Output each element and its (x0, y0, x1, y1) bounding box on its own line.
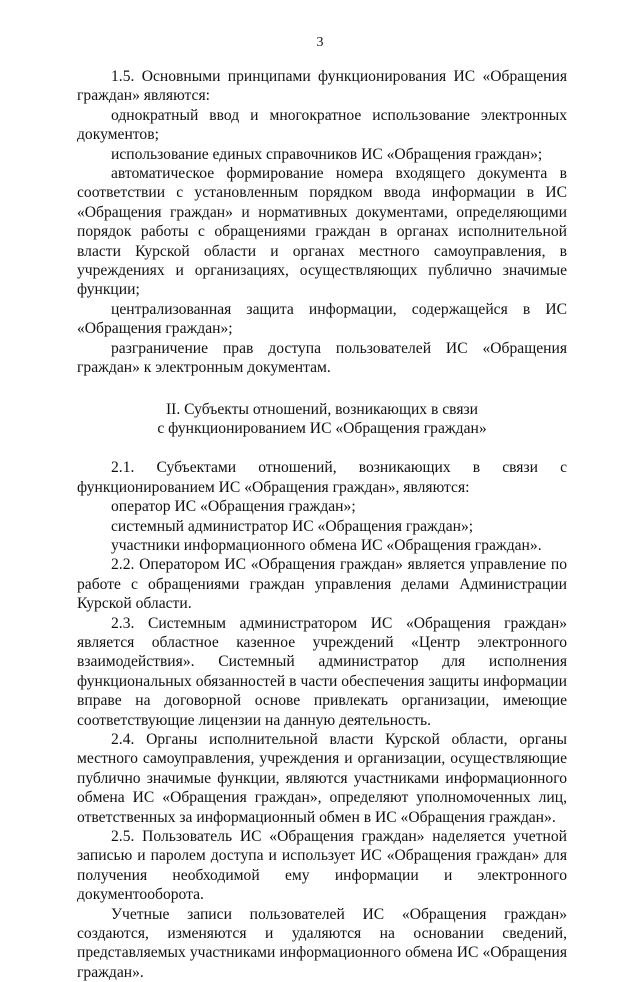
principle-unified-reference: использование единых справочников ИС «Обращения граждан»; (111, 145, 543, 163)
paragraph-2-4: 2.4. Органы исполнительной власти Курской области, органы местного самоуправления, учреждения и организации, осуществляющие публично значимые функции, являются участниками информационного обмена ИС «Обращения граждан», определяют уполномоченных лиц, ответственных за информационный обмен в ИС «Обращения граждан». (77, 731, 567, 826)
paragraph-2-2: 2.2. Оператором ИС «Обращения граждан» является управление по работе с обращениями граждан управления делами Администрации Курской области. (77, 556, 567, 613)
paragraph-2-1: 2.1. Субъектами отношений, возникающих в связи с функционированием ИС «Обращения граждан», являются: (77, 459, 567, 496)
principle-single-input: однократный ввод и многократное использование электронных документов; (77, 106, 567, 144)
paragraph-1-5: 1.5. Основными принципами функционирования ИС «Обращения граждан» являются: (77, 68, 567, 105)
principle-auto-numbering: автоматическое формирование номера входящего документа в соответствии с установленным порядком ввода информации в ИС «Обращения граждан» и нормативных документами, определяющими порядок работы с обращениями граждан в органах исполнительной власти Курской области и органах местного самоуправления, в учреждениях и организациях, осуществляющих публично значимые функции; (77, 165, 567, 299)
paragraph-2-3: 2.3. Системным администратором ИС «Обращения граждан» является областное казенное учреждений «Центр электронного взаимодействия». Системный администратор для исполнения функциональных обязанностей в части обеспечения защиты информации вправе на договорной основе привлекать организации, имеющие соответствующие лицензии на данную деятельность. (77, 614, 567, 729)
section-heading (77, 400, 567, 439)
subject-participants: участники информационного обмена ИС «Обращения граждан». (111, 536, 542, 554)
paragraph-2-5: 2.5. Пользователь ИС «Обращения граждан» наделяется учетной записью и паролем доступа и использует ИС «Обращения граждан» для получения необходимой ему информации и электронного документооборота. (77, 828, 567, 904)
paragraph-accounts: Учетные записи пользователей ИС «Обращения граждан» создаются, изменяются и удаляются на основании сведений, представляемых участниками информационного обмена ИС «Обращения граждан». (77, 905, 567, 981)
page-number: 3 (316, 35, 324, 50)
subject-operator: оператор ИС «Обращения граждан»; (111, 498, 356, 516)
principle-centralized-protection: централизованная защита информации, содержащейся в ИС «Обращения граждан»; (77, 300, 567, 338)
section-heading-line-1: II. Субъекты отношений, возникающих в связи (165, 400, 479, 418)
section-heading-line-2: с функционированием ИС «Обращения граждан» (157, 419, 487, 437)
document-body (77, 67, 567, 982)
subject-sysadmin: системный администратор ИС «Обращения граждан»; (111, 517, 474, 535)
principle-access-control: разграничение прав доступа пользователей ИС «Обращения граждан» к электронным документам. (77, 339, 567, 377)
